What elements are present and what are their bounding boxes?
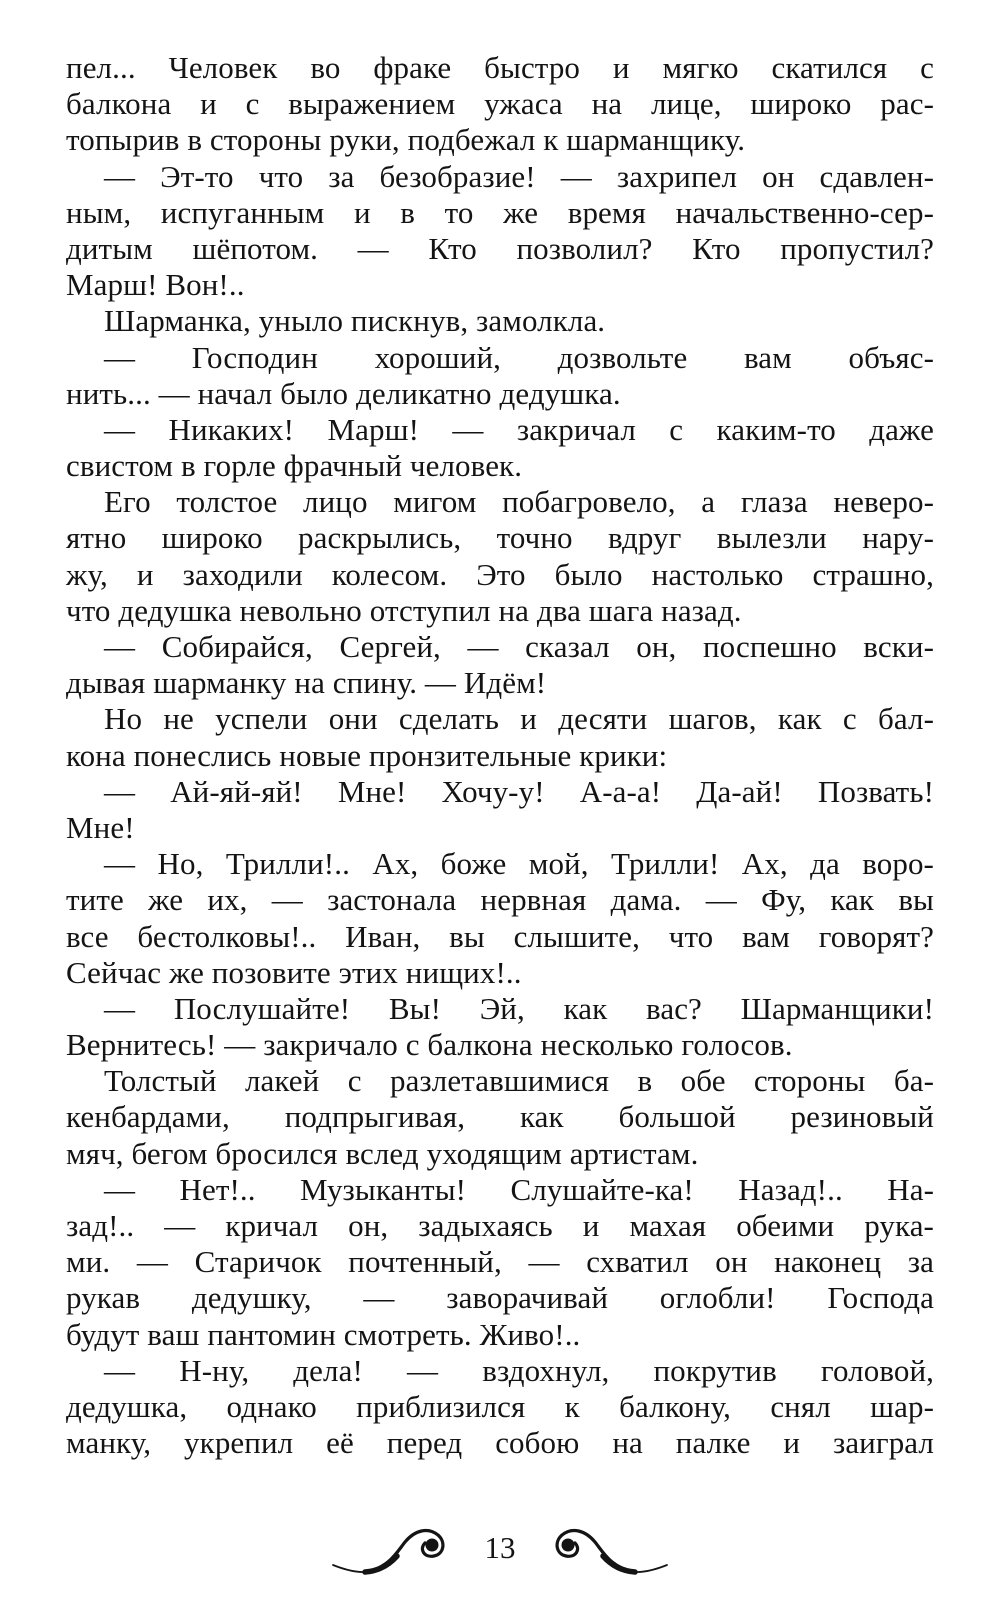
text-line: — Никаких! Марш! — закричал с каким-то даже bbox=[104, 411, 934, 447]
page-body-text bbox=[66, 50, 934, 1461]
text-line: — Господин хороший, дозвольте вам объяс- bbox=[104, 339, 934, 375]
text-line: — Н-ну, дела! — вздохнул, покрутив головой, bbox=[104, 1352, 934, 1388]
text-line: все бестолковы!.. Иван, вы слышите, что вам говорят? bbox=[66, 918, 934, 954]
text-line: Толстый лакей с разлетавшимися в обе стороны ба- bbox=[104, 1063, 934, 1099]
swirl-ornament-icon bbox=[497, 1522, 707, 1578]
text-line: Мне! bbox=[66, 809, 135, 845]
text-line: — Собирайся, Сергей, — сказал он, поспешно вски- bbox=[104, 629, 934, 664]
text-line: тите же их, — застонала нервная дама. — Фу, как вы bbox=[66, 882, 934, 918]
text-line: Марш! Вон!.. bbox=[66, 267, 245, 303]
text-line: Его толстое лицо мигом побагровело, а глаза неверо- bbox=[104, 484, 934, 520]
text-line: кона понеслись новые пронзительные крики: bbox=[66, 737, 668, 773]
text-line: Но не успели они сделать и десяти шагов, как с бал- bbox=[104, 701, 934, 737]
text-line: мяч, бегом бросился вслед уходящим артистам. bbox=[66, 1135, 699, 1171]
text-line: ми. — Старичок почтенный, — схватил он наконец за bbox=[66, 1244, 934, 1280]
text-line: Сейчас же позовите этих нищих!.. bbox=[66, 954, 522, 990]
text-line: балкона и с выражением ужаса на лице, широко рас- bbox=[66, 86, 934, 122]
text-line: Вернитесь! — закричало с балкона несколько голосов. bbox=[66, 1027, 793, 1063]
text-line: зад!.. — кричал он, задыхаясь и махая обеими рука- bbox=[66, 1208, 934, 1243]
text-line: — Послушайте! Вы! Эй, как вас? Шарманщики! bbox=[104, 990, 934, 1026]
text-line: топырив в стороны руки, подбежал к шарманщику. bbox=[66, 122, 746, 158]
page-number: 13 bbox=[484, 1530, 516, 1565]
text-line: пел... Человек во фраке быстро и мягко скатился с bbox=[66, 50, 934, 85]
text-line: дывая шарманку на спину. — Идём! bbox=[66, 665, 547, 701]
text-line: Шарманка, уныло пискнув, замолкла. bbox=[104, 303, 606, 339]
text-line: жу, и заходили колесом. Это было настолько страшно, bbox=[66, 556, 934, 592]
text-line: будут ваш пантомин смотреть. Живо!.. bbox=[66, 1316, 581, 1352]
text-line: — Нет!.. Музыканты! Слушайте-ка! Назад!.. На- bbox=[104, 1171, 934, 1207]
text-line: рукав дедушку, — заворачивай оглобли! Господа bbox=[66, 1280, 934, 1316]
text-line: ным, испуганным и в то же время начальственно-сер- bbox=[66, 194, 934, 230]
text-line: манку, укрепил её перед собою на палке и заиграл bbox=[66, 1425, 934, 1461]
text-line: свистом в горле фрачный человек. bbox=[66, 448, 523, 484]
text-line: дитым шёпотом. — Кто позволил? Кто пропустил? bbox=[66, 230, 934, 266]
page-footer bbox=[0, 1520, 1000, 1580]
text-line: — Эт-то что за безобразие! — захрипел он сдавлен- bbox=[104, 158, 934, 194]
text-line: дедушка, однако приблизился к балкону, снял шар- bbox=[66, 1388, 934, 1424]
text-line: нить... — начал было деликатно дедушка. bbox=[66, 375, 621, 411]
text-line: кенбардами, подпрыгивая, как большой резиновый bbox=[66, 1099, 934, 1135]
text-line: — Ай-яй-яй! Мне! Хочу-у! А-а-а! Да-ай! Позвать! bbox=[104, 773, 934, 809]
text-line: ятно широко раскрылись, точно вдруг вылезли нару- bbox=[66, 520, 934, 556]
text-line: что дедушка невольно отступил на два шага назад. bbox=[66, 592, 742, 628]
text-line: — Но, Трилли!.. Ах, боже мой, Трилли! Ах, да воро- bbox=[104, 846, 934, 882]
